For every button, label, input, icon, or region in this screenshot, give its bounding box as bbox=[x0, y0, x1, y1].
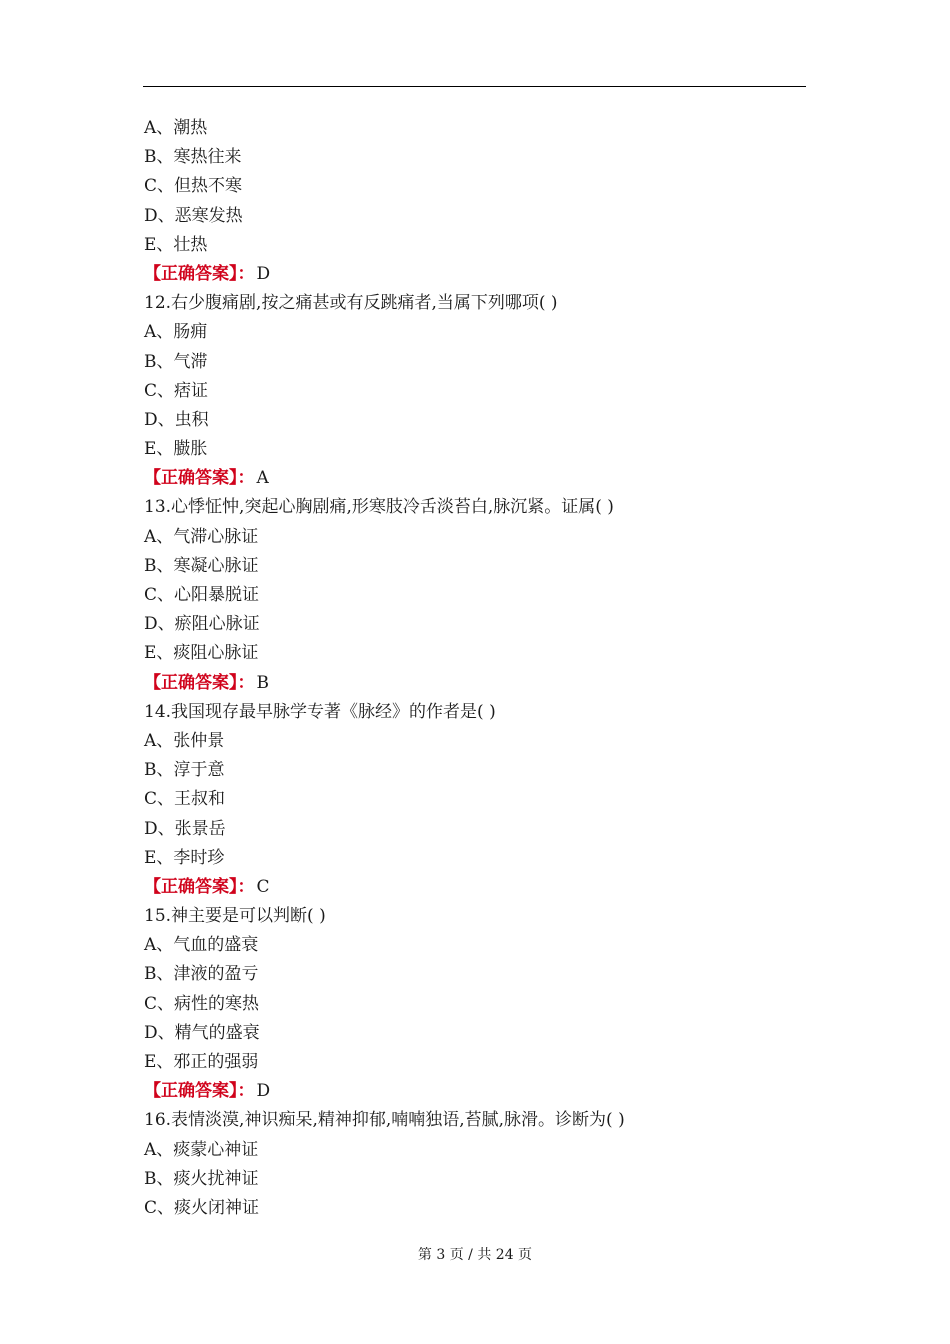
answer-option: E、痰阻心脉证 bbox=[144, 643, 259, 664]
answer-label: 【正确答案】： bbox=[144, 263, 255, 284]
question-stem: 13.心悸怔忡,突起心胸剧痛,形寒肢冷舌淡苔白,脉沉紧。证属( ) bbox=[144, 497, 614, 518]
answer-value: D bbox=[256, 263, 271, 284]
answer-label: 【正确答案】： bbox=[144, 672, 255, 693]
answer-value: D bbox=[256, 1081, 271, 1102]
answer-option: B、痰火扰神证 bbox=[144, 1168, 259, 1189]
answer-option: A、气滞心脉证 bbox=[144, 526, 259, 547]
answer-option: A、潮热 bbox=[144, 118, 208, 138]
answer-option: E、邪正的强弱 bbox=[144, 1052, 259, 1072]
answer-option: C、痞证 bbox=[144, 380, 209, 401]
question-list bbox=[144, 114, 804, 1223]
answer-option: A、张仲景 bbox=[144, 730, 225, 751]
answer-line bbox=[144, 260, 804, 289]
answer-line bbox=[144, 669, 804, 698]
answer-label: 【正确答案】： bbox=[144, 1081, 255, 1102]
answer-option: D、瘀阻心脉证 bbox=[144, 614, 260, 635]
answer-line bbox=[144, 464, 804, 493]
answer-value: C bbox=[256, 876, 270, 897]
question-stem: 14.我国现存最早脉学专著《脉经》的作者是( ) bbox=[144, 701, 496, 722]
answer-option: D、虫积 bbox=[144, 409, 209, 430]
answer-value: B bbox=[256, 672, 269, 693]
answer-line bbox=[144, 1077, 804, 1106]
answer-option: A、痰蒙心神证 bbox=[144, 1139, 259, 1160]
answer-value: A bbox=[256, 468, 269, 489]
answer-option: C、心阳暴脱证 bbox=[144, 585, 260, 605]
answer-option: B、津液的盈亏 bbox=[144, 964, 259, 985]
question-stem: 15.神主要是可以判断( ) bbox=[144, 906, 326, 927]
answer-label: 【正确答案】： bbox=[144, 876, 255, 897]
answer-option: A、肠痈 bbox=[144, 322, 208, 343]
question-stem: 16.表情淡漠,神识痴呆,精神抑郁,喃喃独语,苔腻,脉滑。诊断为( ) bbox=[144, 1110, 625, 1131]
answer-option: C、但热不寒 bbox=[144, 176, 243, 197]
question-stem: 12.右少腹痛剧,按之痛甚或有反跳痛者,当属下列哪项( ) bbox=[144, 293, 558, 314]
answer-option: E、李时珍 bbox=[144, 847, 225, 868]
answer-line bbox=[144, 873, 804, 902]
answer-option: B、淳于意 bbox=[144, 760, 225, 781]
answer-option: B、寒热往来 bbox=[144, 147, 242, 168]
answer-option: E、臌胀 bbox=[144, 439, 208, 460]
page-footer: 第 3 页 / 共 24 页 bbox=[417, 1247, 533, 1263]
answer-option: A、气血的盛衰 bbox=[144, 935, 259, 956]
answer-option: C、痰火闭神证 bbox=[144, 1197, 260, 1218]
answer-option: B、寒凝心脉证 bbox=[144, 555, 259, 576]
answer-option: C、病性的寒热 bbox=[144, 993, 260, 1014]
answer-option: B、气滞 bbox=[144, 351, 208, 372]
answer-option: D、恶寒发热 bbox=[144, 205, 243, 226]
answer-option: C、王叔和 bbox=[144, 789, 226, 810]
answer-option: D、精气的盛衰 bbox=[144, 1022, 260, 1043]
answer-option: D、张景岳 bbox=[144, 818, 226, 839]
answer-option: E、壮热 bbox=[144, 234, 208, 255]
header-rule bbox=[143, 86, 806, 87]
answer-label: 【正确答案】： bbox=[144, 468, 255, 489]
